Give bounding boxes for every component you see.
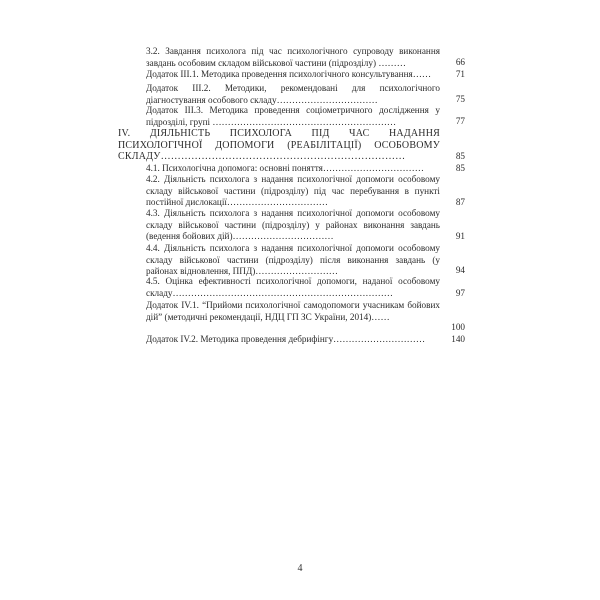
- toc-page-number: 91: [455, 231, 465, 241]
- toc-page-number: 94: [455, 265, 465, 275]
- toc-page-number: 97: [455, 288, 465, 298]
- toc-page-number: 71: [455, 69, 465, 79]
- toc-entry-3-2: [146, 46, 440, 69]
- toc-entry-4-3: [146, 208, 440, 243]
- toc-entry-appendix-3-3: [146, 105, 440, 128]
- toc-page-number: 100: [451, 322, 465, 332]
- toc-chapter-heading: [118, 128, 440, 163]
- toc-page-number: 85: [455, 151, 465, 161]
- toc-page-number: 77: [455, 116, 465, 126]
- toc-entry-text: 4.2. Діяльність психолога з надання психологічної допомоги особовому складу військової частини (підрозділу) під час перебування в пункті постійної дислокації……………………………: [146, 174, 440, 207]
- toc-page-number: 85: [455, 163, 465, 173]
- toc-entry-text: Додаток IV.2. Методика проведення дебрифінгу…………………………: [146, 334, 426, 344]
- toc-page-number: 87: [455, 197, 465, 207]
- toc-entry-text: 4.4. Діяльність психолога з надання психологічної допомоги особовому складу військової частини (підрозділу) після виконання завдань (у районах відновлення, ППД)………………………: [146, 243, 440, 276]
- toc-entry-appendix-3-2: [146, 83, 440, 106]
- toc-entry-4-2: [146, 174, 440, 209]
- toc-entry-appendix-4-1: [146, 300, 440, 323]
- toc-entry-appendix-3-1: [146, 69, 440, 81]
- toc-entry-text: Додаток ІІІ.1. Методика проведення психологічного консультування……: [146, 69, 432, 79]
- toc-entry-text: Додаток ІІІ.2. Методики, рекомендовані для психологічного діагностування особового складу……………………………: [146, 83, 440, 105]
- toc-entry-text: Додаток ІІІ.3. Методика проведення соціометричного дослідження у підрозділі, групі ……………………………………………………: [146, 105, 440, 127]
- toc-entry-4-5: [146, 276, 440, 299]
- toc-page-number: 66: [455, 57, 465, 67]
- toc-entry-text: 4.5. Оцінка ефективності психологічної допомоги, наданої особовому складу………………………………………………………………: [146, 276, 440, 298]
- toc-entry-text: 4.1. Психологічна допомога: основні поняття……………………………: [146, 163, 424, 173]
- toc-entry-4-1: [146, 163, 440, 175]
- toc-entry-appendix-4-2: [146, 334, 440, 346]
- toc-entry-text: Додаток IV.1. “Прийоми психологічної самодопомоги учасникам бойових дій” (методичні рекомендації, НДЦ ГП ЗС України, 2014)……: [146, 300, 440, 322]
- toc-entry-text: 3.2. Завдання психолога під час психологічного супроводу виконання завдань особовим складом військової частини (підрозділу) ………: [146, 46, 440, 68]
- page-number: 4: [297, 563, 303, 574]
- toc-chapter-text: IV. ДІЯЛЬНІСТЬ ПСИХОЛОГА ПІД ЧАС НАДАННЯ ПСИХОЛОГІЧНОЇ ДОПОМОГИ (РЕАБІЛІТАЦІЇ) ОСОБОВОМУ СКЛАДУ………………………………………………………………: [118, 128, 440, 162]
- toc-page-number: 75: [455, 94, 465, 104]
- toc-entry-4-4: [146, 243, 440, 278]
- toc-page-number: 140: [451, 334, 465, 344]
- toc-entry-text: 4.3. Діяльність психолога з надання психологічної допомоги особовому складу військової частини (підрозділу) у районах виконання завдань (ведення бойових дій)……………………………: [146, 208, 440, 241]
